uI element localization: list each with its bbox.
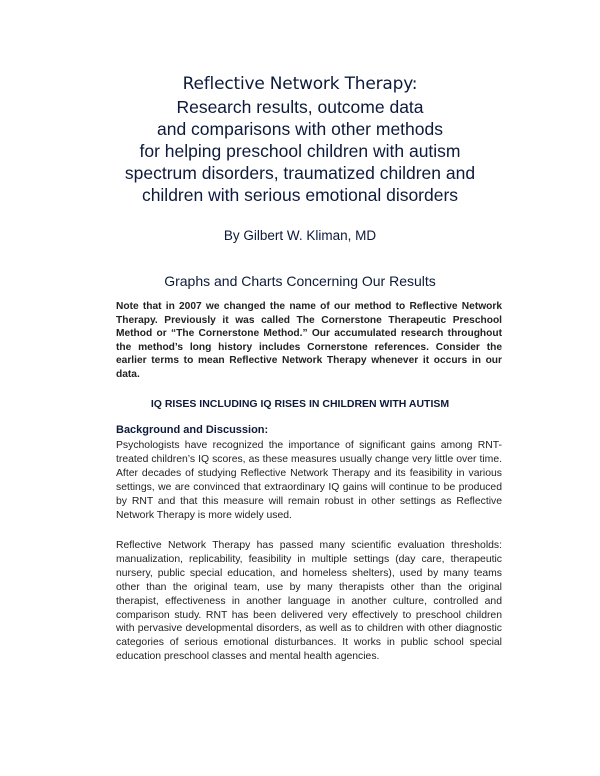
paragraph-evaluation-thresholds: Reflective Network Therapy has passed many scientific evaluation thresholds: manualization, replicability, feasibility in multiple settings (day care, therapeutic nursery, public special education, and homeless shelters), used by many teams other than the original team, use by many therapists other than the original therapist, effectiveness in another language in another culture, controlled and comparison study. RNT has been delivered very effectively to preschool children with pervasive developmental disorders, as well as to children with other diagnostic categories of serious emotional disturbances. It works in public school special education preschool classes and mental health agencies. bbox=[116, 540, 502, 663]
title-line: and comparisons with other methods bbox=[157, 119, 443, 139]
title-subtitle bbox=[0, 96, 600, 206]
paragraph-iq-gains: Psychologists have recognized the importance of significant gains among RNT-treated children’s IQ scores, as these measures usually change very little over time. After decades of studying Reflective Network Therapy and its feasibility in various settings, we are convinced that extraordinary IQ gains will continue to be produced by RNT and that this measure will remain robust in other settings as Reflective Network Therapy is more widely used. bbox=[116, 440, 502, 521]
title-line-main: Reflective Network Therapy: bbox=[182, 74, 418, 94]
section-heading: Graphs and Charts Concerning Our Results bbox=[164, 273, 436, 289]
title-line: children with serious emotional disorders bbox=[141, 185, 459, 205]
title-line: for helping preschool children with autism bbox=[139, 141, 461, 161]
name-change-note: Note that in 2007 we changed the name of our method to Reflective Network Therapy. Previously it was called The Cornerstone Therapeutic Preschool Method or “The Cornerstone Method.” Our accumulated research throughout the method’s long history includes Cornerstone references. Consider the earlier terms to mean Reflective Network Therapy whenever it occurs in our data. bbox=[116, 301, 502, 380]
iq-heading: IQ RISES INCLUDING IQ RISES IN CHILDREN WITH AUTISM bbox=[150, 398, 450, 410]
title-line: spectrum disorders, traumatized children and bbox=[124, 163, 476, 183]
title-line: Research results, outcome data bbox=[176, 97, 424, 117]
background-heading: Background and Discussion: bbox=[116, 424, 269, 436]
author-byline: By Gilbert W. Kliman, MD bbox=[223, 228, 377, 243]
document-title bbox=[0, 72, 600, 206]
